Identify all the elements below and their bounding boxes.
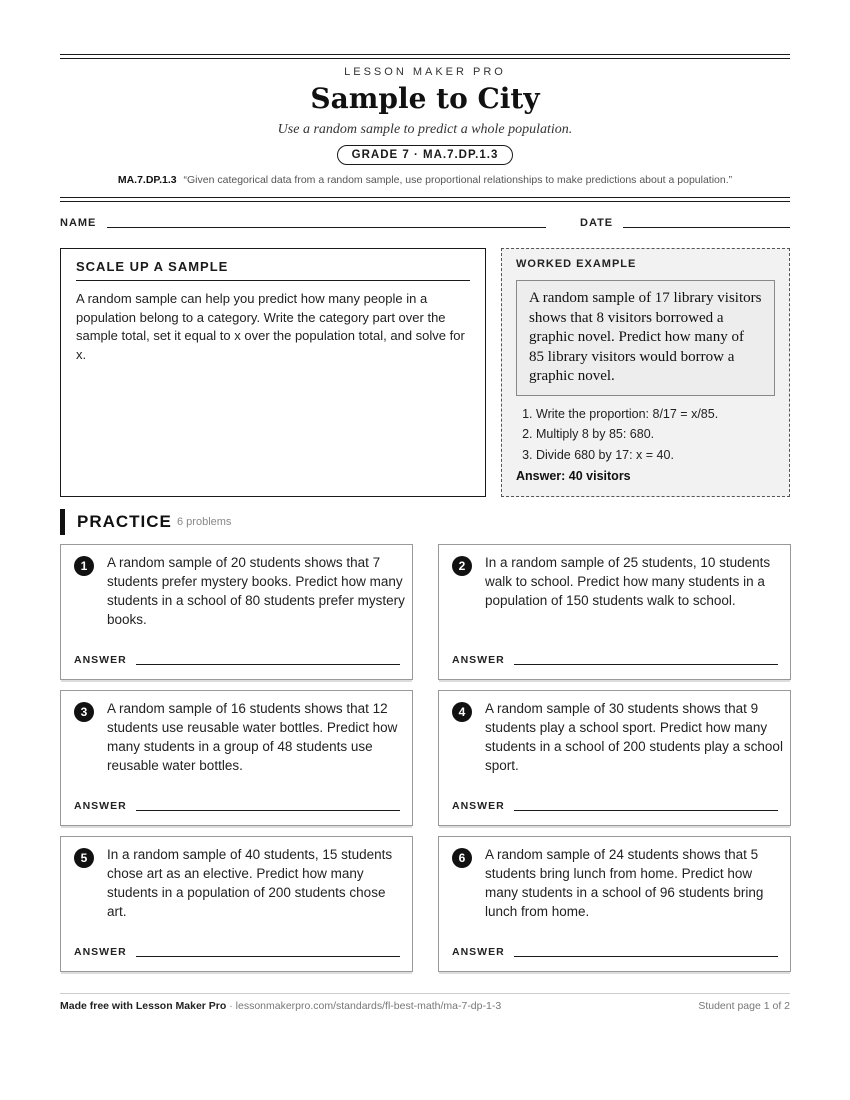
practice-title: PRACTICE (77, 512, 172, 531)
answer-label: ANSWER (452, 800, 505, 812)
practice-count: 6 problems (177, 516, 232, 528)
problem-text: A random sample of 16 students shows that 12 students use reusable water bottles. Predict how many students in a group of 48 students use reusable water bottles. (107, 701, 398, 773)
problem-text: In a random sample of 25 students, 10 students walk to school. Predict how many students in a population of 150 students walk to school. (485, 555, 771, 608)
problem-text: A random sample of 30 students shows that 9 students play a school sport. Predict how many students in a school of 200 students play a school sport. (485, 701, 783, 773)
worked-step: 1. Write the proportion: 8/17 = x/85. (536, 404, 775, 425)
worked-step: 3. Divide 680 by 17: x = 40. (536, 445, 775, 466)
concept-heading: SCALE UP A SAMPLE (76, 259, 470, 281)
footer (60, 1000, 790, 1012)
answer-label: ANSWER (452, 654, 505, 666)
name-field[interactable] (107, 227, 546, 228)
worked-example-box (501, 248, 790, 497)
concept-box (60, 248, 486, 497)
grade-badge: GRADE 7 · MA.7.DP.1.3 (337, 145, 514, 165)
answer-label: ANSWER (452, 946, 505, 958)
problem-text: In a random sample of 40 students, 15 students chose art as an elective. Predict how many students in a population of 200 students chose art. (107, 847, 393, 919)
footer-made-with: Made free with Lesson Maker Pro (60, 1000, 227, 1012)
answer-field[interactable] (514, 810, 778, 811)
answer-field[interactable] (136, 956, 400, 957)
answer-label: ANSWER (74, 946, 127, 958)
top-double-rule (60, 54, 790, 59)
problem-number: 3 (74, 702, 94, 722)
problem-number: 2 (452, 556, 472, 576)
grade-badge-wrap (60, 145, 790, 165)
footer-url[interactable]: · lessonmakerpro.com/standards/fl-best-math/ma-7-dp-1-3 (226, 1000, 502, 1012)
problem-number: 1 (74, 556, 94, 576)
standard-code: MA.7.DP.1.3 (117, 174, 177, 186)
answer-field[interactable] (514, 664, 778, 665)
problem-card (60, 544, 413, 680)
practice-accent-bar (60, 509, 65, 535)
worked-example-steps (516, 404, 775, 466)
standard-text: “Given categorical data from a random sample, use proportional relationships to make predictions about a population.” (183, 174, 733, 186)
answer-field[interactable] (136, 664, 400, 665)
standard-line (60, 174, 790, 186)
answer-field[interactable] (514, 956, 778, 957)
problem-card (60, 836, 413, 972)
worked-step: 2. Multiply 8 by 85: 680. (536, 424, 775, 445)
name-date-bar (60, 217, 790, 231)
answer-label: ANSWER (74, 654, 127, 666)
header-double-rule (60, 197, 790, 202)
problem-card (438, 690, 791, 826)
answer-field[interactable] (136, 810, 400, 811)
problem-number: 5 (74, 848, 94, 868)
concept-body: A random sample can help you predict how many people in a population belong to a category. Write the category part over the sample total, set it equal to x over the population total, and solve for x. (76, 291, 465, 362)
problem-card (438, 836, 791, 972)
date-field[interactable] (623, 227, 790, 228)
worked-example-problem: A random sample of 17 library visitors shows that 8 visitors borrowed a graphic novel. Predict how many of 85 library visitors would borrow a graphic novel. (516, 280, 775, 396)
problem-number: 4 (452, 702, 472, 722)
footer-page-number: Student page 1 of 2 (698, 1000, 790, 1012)
problem-text: A random sample of 24 students shows that 5 students bring lunch from home. Predict how many students in a school of 96 students bring lunch from home. (485, 847, 764, 919)
problem-text: A random sample of 20 students shows that 7 students prefer mystery books. Predict how many students in a school of 80 students prefer mystery books. (107, 555, 405, 627)
date-label: DATE (580, 217, 614, 229)
problem-card (438, 544, 791, 680)
footer-divider (60, 993, 790, 994)
brand-label: LESSON MAKER PRO (344, 66, 506, 78)
worked-example-heading: WORKED EXAMPLE (516, 258, 637, 270)
worked-example-answer: Answer: 40 visitors (516, 469, 631, 483)
name-label: NAME (60, 217, 97, 229)
answer-label: ANSWER (74, 800, 127, 812)
problem-card (60, 690, 413, 826)
page-title: Sample to City (310, 82, 540, 115)
page-subtitle: Use a random sample to predict a whole population. (277, 122, 573, 137)
problem-number: 6 (452, 848, 472, 868)
